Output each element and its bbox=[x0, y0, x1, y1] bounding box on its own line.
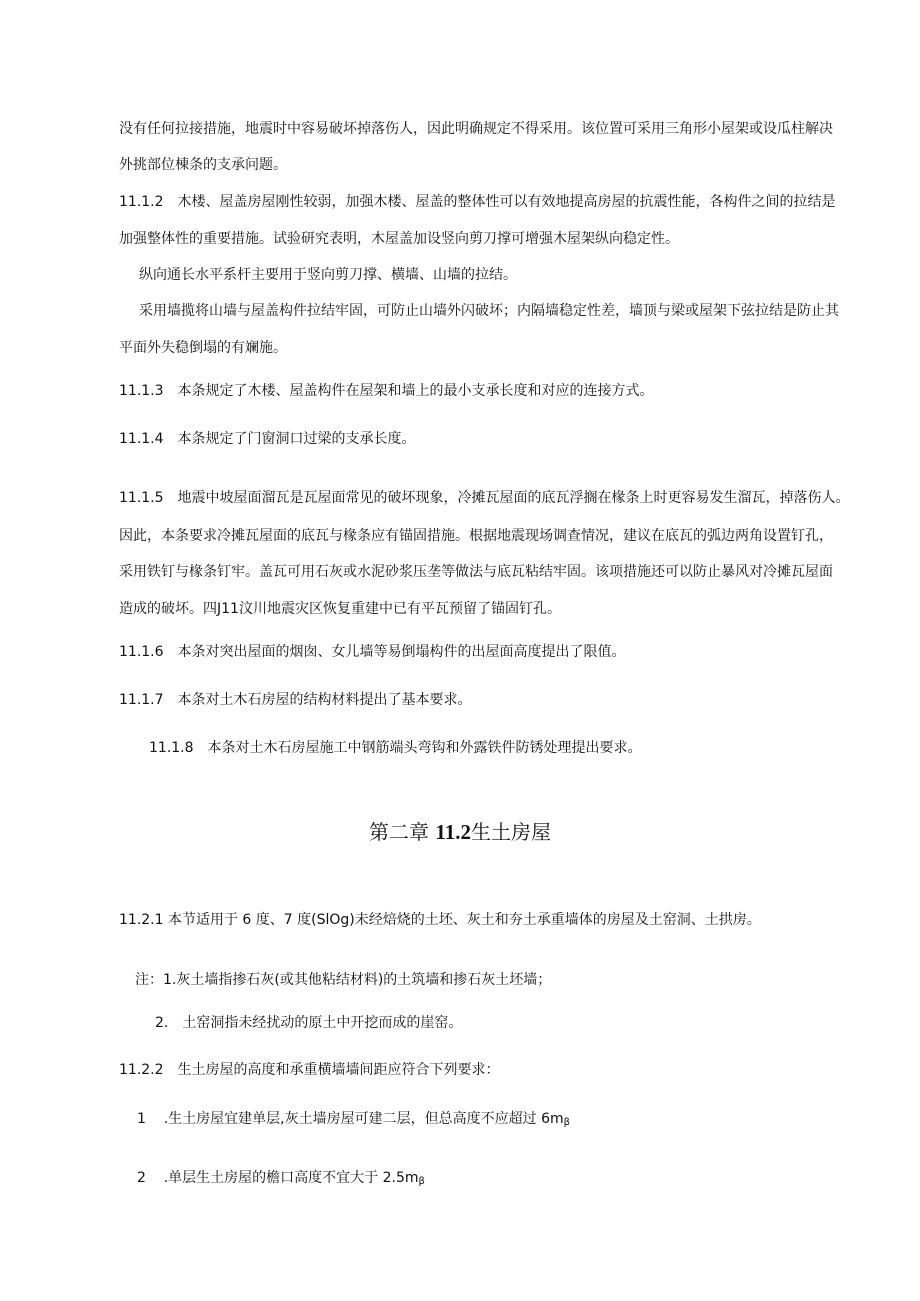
chapter-heading-prefix: 第二章 bbox=[369, 820, 430, 844]
list-item-text: .生土房屋宜建单层,灰土墙房屋可建二层，但总高度不应超过 6m bbox=[163, 1111, 564, 1127]
list-item-subscript: β bbox=[418, 1176, 425, 1187]
section-11-1-2-line: 纵向通长水平系杆主要用于竖向剪刀撑、横墙、山墙的拉结。 bbox=[139, 267, 517, 283]
paragraph-line: 外挑部位棟条的支承问题。 bbox=[119, 157, 287, 173]
section-11-1-2-line: 加强整体性的重要措施。试验研究表明，木屋盖加设竖向剪刀撑可增强木屋架纵向稳定性。 bbox=[119, 231, 679, 247]
section-11-1-8: 11.1.8 本条对土木石房屋施工中钢筋端头弯钩和外露铁件防锈处理提出要求。 bbox=[149, 740, 642, 756]
section-11-1-4: 11.1.4 本条规定了门窗洞口过梁的支承长度。 bbox=[119, 431, 416, 447]
list-item-subscript: β bbox=[563, 1117, 571, 1128]
chapter-heading-title: 生土房屋 bbox=[470, 820, 551, 844]
list-item-number: 2 bbox=[137, 1170, 146, 1186]
note-1: 注：1.灰土墙指掺石灰(或其他粘结材料)的土筑墙和掺石灰土坯墙； bbox=[135, 972, 552, 988]
section-11-1-7: 11.1.7 本条对土木石房屋的结构材料提出了基本要求。 bbox=[119, 692, 472, 708]
section-11-1-5-line: 11.1.5 地震中坡屋面溜瓦是瓦屋面常见的破坏现象，冷摊瓦屋面的底瓦浮搁在椽条上时更容易发生溜瓦，掉落伤人。 bbox=[119, 490, 850, 506]
list-item-2 bbox=[137, 1168, 425, 1192]
section-11-1-2-line: 11.1.2 木楼、屋盖房屋刚性较弱，加强木楼、屋盖的整体性可以有效地提高房屋的抗震性能，各构件之间的拉结是 bbox=[119, 194, 836, 210]
note-2: 2. 土窑洞指未经扰动的原土中开挖而成的崖窑。 bbox=[155, 1015, 463, 1031]
chapter-heading bbox=[0, 818, 920, 846]
list-item-number: 1 bbox=[137, 1111, 146, 1127]
section-11-2-2: 11.2.2 生土房屋的高度和承重横墙墙间距应符合下列要求： bbox=[119, 1062, 500, 1078]
section-11-1-2-line: 采用墙揽将山墙与屋盖构件拉结牢固，可防止山墙外闪破坏；内隔墙稳定性差，墙顶与梁或屋架下弦拉结是防止其 bbox=[139, 303, 839, 319]
section-11-1-6: 11.1.6 本条对突出屋面的烟囱、女儿墙等易倒塌构件的出屋面高度提出了限值。 bbox=[119, 644, 626, 660]
paragraph-line: 没有任何拉接措施，地震时中容易破坏掉落伤人，因此明确规定不得采用。该位置可采用三角形小屋架或设瓜柱解决 bbox=[119, 121, 833, 137]
section-11-1-5-line: 造成的破坏。四J11汶川地震灾区恢复重建中已有平瓦预留了锚固钉孔。 bbox=[119, 601, 561, 617]
section-11-1-5-line: 采用铁钉与椽条钉牢。盖瓦可用石灰或水泥砂浆压垄等做法与底瓦粘结牢固。该项措施还可以防止暴风对冷摊瓦屋面 bbox=[119, 564, 833, 580]
section-11-1-5-line: 因此，本条要求冷摊瓦屋面的底瓦与椽条应有锚固措施。根据地震现场调查情况，建议在底瓦的弧边两角设置钉孔， bbox=[119, 528, 833, 544]
chapter-heading-number: 11.2 bbox=[435, 820, 471, 844]
section-11-1-2-line: 平面外失稳倒塌的有斓施。 bbox=[119, 340, 287, 356]
list-item-1 bbox=[137, 1109, 570, 1133]
section-11-2-1: 11.2.1 本节适用于 6 度、7 度(SlOg)未经焙烧的土坯、灰土和夯土承重墙体的房屋及土窑洞、土拱房。 bbox=[119, 912, 761, 928]
list-item-text: .单层生土房屋的檐口高度不宜大于 2.5m bbox=[163, 1170, 419, 1186]
section-11-1-3: 11.1.3 本条规定了木楼、屋盖构件在屋架和墙上的最小支承长度和对应的连接方式。 bbox=[119, 383, 654, 399]
